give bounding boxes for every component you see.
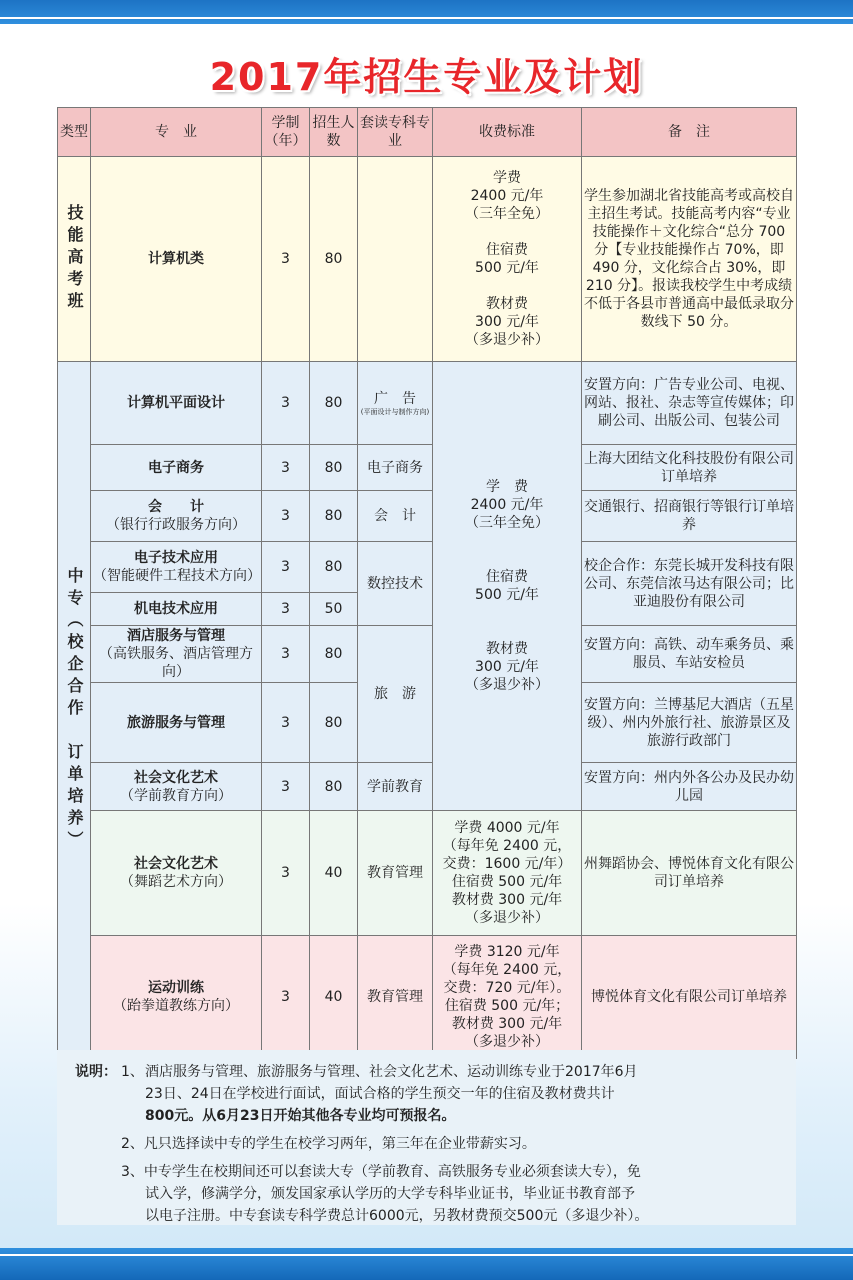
enroll-cell: 80 (310, 445, 358, 491)
fee-shared-cell: 学 费 2400 元/年 （三年全免） 住宿费 500 元/年 教材费 300 元/年 （多退少补） (433, 362, 582, 811)
table-row (58, 157, 797, 362)
fee-cell: 学费 2400 元/年 （三年全免） 住宿费 500 元/年 教材费 300 元/年 （多退少补） (433, 157, 582, 362)
note-1-line-3: 800元。从6月23日开始其他各专业均可预报名。 (145, 1108, 456, 1124)
note-cell: 安置方向：州内外各公办及民办幼儿园 (582, 763, 797, 811)
college-cell: 广 告 (平面设计与制作方向) (358, 362, 433, 445)
years-cell: 3 (262, 542, 310, 593)
college-cell: 学前教育 (358, 763, 433, 811)
top-blue-band (0, 0, 853, 24)
table-header-row (58, 108, 797, 157)
note-cell: 安置方向：兰博基尼大酒店（五星级）、州内外旅行社、旅游景区及旅游行政部门 (582, 683, 797, 763)
major-cell: 旅游服务与管理 (91, 683, 262, 763)
major-cell: 社会文化艺术 （舞蹈艺术方向） (91, 811, 262, 936)
note-3-line-3: 以电子注册。中专套读专科学费总计6000元，另教材费预交500元（多退少补）。 (145, 1208, 649, 1224)
note-1-number: 1、 (121, 1064, 144, 1080)
years-cell: 3 (262, 683, 310, 763)
major-cell: 运动训练 （跆拳道教练方向） (91, 936, 262, 1059)
years-cell: 3 (262, 811, 310, 936)
header-fee: 收费标准 (433, 108, 582, 157)
fee-cell: 学费 3120 元/年 （每年免 2400 元， 交费：720 元/年）。 住宿费 500 元/年； 教材费 300 元/年 （多退少补） (433, 936, 582, 1059)
table-row (58, 445, 797, 491)
bottom-blue-band (0, 1248, 853, 1280)
major-cell: 机电技术应用 (91, 593, 262, 626)
enroll-cell: 80 (310, 683, 358, 763)
fee-cell: 学费 4000 元/年 （每年免 2400 元， 交费：1600 元/年） 住宿费 500 元/年 教材费 300 元/年 （多退少补） (433, 811, 582, 936)
header-note: 备 注 (582, 108, 797, 157)
note-cell: 博悦体育文化有限公司订单培养 (582, 936, 797, 1059)
enroll-cell: 40 (310, 936, 358, 1059)
note-cell: 安置方向：广告专业公司、电视、网站、报社、杂志等宣传媒体；印刷公司、出版公司、包装公司 (582, 362, 797, 445)
major-cell: 电子商务 (91, 445, 262, 491)
major-cell: 社会文化艺术 （学前教育方向） (91, 763, 262, 811)
type-secondary: 中专（校企合作 订单培养） (58, 362, 91, 1059)
major-cell: 酒店服务与管理 （高铁服务、酒店管理方向） (91, 626, 262, 683)
college-tour-cell: 旅 游 (358, 626, 433, 763)
header-years: 学制（年） (262, 108, 310, 157)
type-skill-exam: 技能高考班 (58, 157, 91, 362)
table-row (58, 936, 797, 1059)
note-cell: 上海大团结文化科技股份有限公司订单培养 (582, 445, 797, 491)
years-cell: 3 (262, 763, 310, 811)
enroll-cell: 80 (310, 157, 358, 362)
college-cell: 教育管理 (358, 936, 433, 1059)
header-enroll: 招生人数 (310, 108, 358, 157)
note-cell: 安置方向：高铁、动车乘务员、乘服员、车站安检员 (582, 626, 797, 683)
table-row (58, 542, 797, 593)
note-3-line-1: 3、中专学生在校期间还可以套读大专（学前教育、高铁服务专业必须套读大专），免 (121, 1164, 641, 1180)
college-cell: 教育管理 (358, 811, 433, 936)
years-cell: 3 (262, 936, 310, 1059)
enroll-cell: 80 (310, 362, 358, 445)
header-major: 专 业 (91, 108, 262, 157)
note-1-line-1: 酒店服务与管理、旅游服务与管理、社会文化艺术、运动训练专业于2017年6月 (145, 1064, 638, 1080)
page-title: 2017年招生专业及计划 (209, 55, 644, 99)
college-tech-cell: 数控技术 (358, 542, 433, 626)
major-cell: 电子技术应用 （智能硬件工程技术方向） (91, 542, 262, 593)
header-college: 套读专科专业 (358, 108, 433, 157)
note-cell: 交通银行、招商银行等银行订单培养 (582, 491, 797, 542)
years-cell: 3 (262, 626, 310, 683)
years-cell: 3 (262, 491, 310, 542)
note-cell: 州舞蹈协会、博悦体育文化有限公司订单培养 (582, 811, 797, 936)
note-2: 2、凡只选择读中专的学生在校学习两年，第三年在企业带薪实习。 (121, 1136, 536, 1152)
enroll-cell: 80 (310, 763, 358, 811)
note-cell: 学生参加湖北省技能高考或高校自主招生考试。技能高考内容“专业技能操作＋文化综合“总分 700 分【专业技能操作占 70%，即 490 分，文化综合占 30%，即 210 分】。报读我校学生中考成绩不低于各县市普通高中最低录取分数线下 50 分。 (582, 157, 797, 362)
years-cell: 3 (262, 157, 310, 362)
years-cell: 3 (262, 593, 310, 626)
enroll-cell: 80 (310, 626, 358, 683)
enroll-cell: 80 (310, 542, 358, 593)
note-1-line-2: 23日、24日在学校进行面试，面试合格的学生预交一年的住宿及教材费共计 (145, 1086, 615, 1102)
college-cell (358, 157, 433, 362)
table-row (58, 491, 797, 542)
enrollment-table (57, 107, 797, 1059)
header-type: 类型 (58, 108, 91, 157)
enroll-cell: 50 (310, 593, 358, 626)
table-row (58, 811, 797, 936)
enroll-cell: 80 (310, 491, 358, 542)
notes-label: 说明： (75, 1064, 117, 1080)
table-row (58, 763, 797, 811)
years-cell: 3 (262, 362, 310, 445)
college-cell: 会 计 (358, 491, 433, 542)
table-row (58, 626, 797, 683)
college-cell: 电子商务 (358, 445, 433, 491)
notes-section (57, 1050, 796, 1225)
years-cell: 3 (262, 445, 310, 491)
major-cell: 会 计 （银行行政服务方向） (91, 491, 262, 542)
table-row (58, 362, 797, 445)
note-3-line-2: 试入学，修满学分，颁发国家承认学历的大学专科毕业证书，毕业证书教育部予 (145, 1186, 635, 1202)
enroll-cell: 40 (310, 811, 358, 936)
major-cell: 计算机类 (91, 157, 262, 362)
major-cell: 计算机平面设计 (91, 362, 262, 445)
note-cell: 校企合作：东莞长城开发科技有限公司、东莞信浓马达有限公司；比亚迪股份有限公司 (582, 542, 797, 626)
